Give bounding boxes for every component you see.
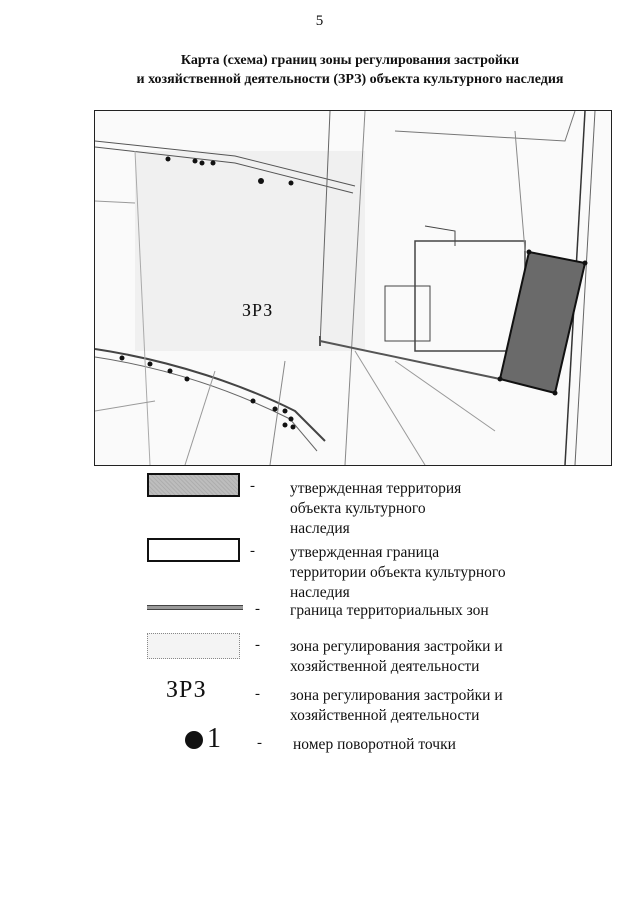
- map-drawing: [95, 111, 611, 465]
- legend-dash: -: [255, 601, 260, 617]
- legend-swatch-heritage-boundary: [147, 538, 240, 562]
- legend-item-5: [290, 686, 503, 726]
- legend-text: утвержденная территория: [290, 480, 462, 497]
- legend-item-2: [290, 543, 506, 603]
- zone-label: ЗРЗ: [242, 300, 274, 320]
- legend-text: зона регулирования застройки и: [290, 687, 503, 704]
- turning-point-icon: [185, 731, 203, 749]
- legend-item-4: [290, 637, 503, 677]
- title-line-2: и хозяйственной деятельности (ЗРЗ) объекта культурного наследия: [136, 72, 564, 87]
- legend-item-6: [293, 735, 456, 755]
- legend-text: хозяйственной деятельности: [290, 658, 480, 675]
- legend-swatch-regulation-zone: [147, 633, 240, 659]
- legend-dash: -: [250, 543, 255, 559]
- legend-symbol-zrz: ЗРЗ: [166, 677, 207, 703]
- title-line-1: Карта (схема) границ зоны регулирования застройки: [180, 53, 520, 68]
- legend-text: граница территориальных зон: [290, 602, 489, 619]
- cadastral-map: [94, 110, 612, 466]
- legend-dash: -: [255, 637, 260, 653]
- legend-text: объекта культурного: [290, 500, 426, 517]
- legend-text: хозяйственной деятельности: [290, 707, 480, 724]
- page-number: 5: [315, 13, 324, 29]
- legend-text: утвержденная граница: [290, 544, 440, 561]
- legend-text: номер поворотной точки: [293, 736, 456, 753]
- legend-item-3: [290, 601, 489, 621]
- legend-dash: -: [250, 478, 255, 494]
- legend-item-1: [290, 479, 461, 539]
- legend-symbol-point-number: 1: [207, 723, 221, 754]
- document-title: [60, 51, 639, 89]
- legend-swatch-zone-border: [147, 605, 243, 610]
- legend-text: зона регулирования застройки и: [290, 638, 503, 655]
- legend-text: территории объекта культурного: [290, 564, 506, 581]
- legend-dash: -: [255, 686, 260, 702]
- legend-swatch-heritage-territory: [147, 473, 240, 497]
- legend-text: наследия: [290, 584, 350, 601]
- legend-dash: -: [257, 735, 262, 751]
- legend-text: наследия: [290, 520, 350, 537]
- heritage-territory: [500, 252, 585, 393]
